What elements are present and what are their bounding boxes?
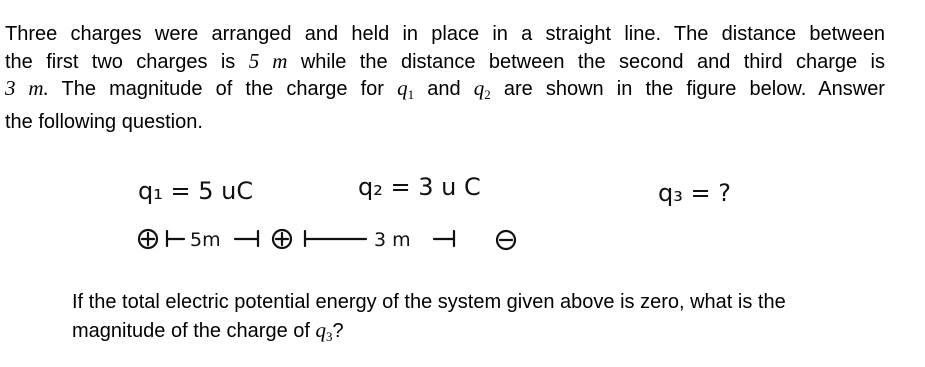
q1-symbol: $q_1$ [397,76,415,102]
charge-1-positive-icon [139,230,157,248]
q1-label: q₁ = 5 uC [138,177,254,205]
distance-2-label: 3 m [374,229,411,251]
q2-label: q₂ = 3 u C [358,173,481,201]
q3-symbol: $q_3$ [315,318,333,344]
problem-line-2: the first two charges is 5 m while the distance between the second and third charge is [5,48,885,73]
problem-line-4: the following question. [5,110,203,133]
problem-line-3: 3 m. The magnitude of the charge for $q_1$ and $q_2$ are shown in the figure below. Answer [5,76,885,102]
distance-1: 5 m [248,48,288,73]
problem-statement [5,21,885,135]
question-text [72,288,884,351]
q3-label: q₃ = ? [658,179,731,207]
charges-figure [130,155,790,270]
charge-2-positive-icon [273,230,291,248]
q2-symbol: $q_2$ [473,76,491,102]
problem-line-1: Three charges were arranged and held in place in a straight line. The distance between [5,23,885,45]
question-line-1: If the total electric potential energy of the system given above is zero, what is the [72,291,786,313]
question-line-2: magnitude of the charge of $q_3$? [72,318,344,344]
distance-2: 3 m. [5,76,49,100]
charges-diagram [130,155,790,270]
distance-1-label: 5m [190,229,221,251]
charge-3-negative-icon [497,231,515,249]
